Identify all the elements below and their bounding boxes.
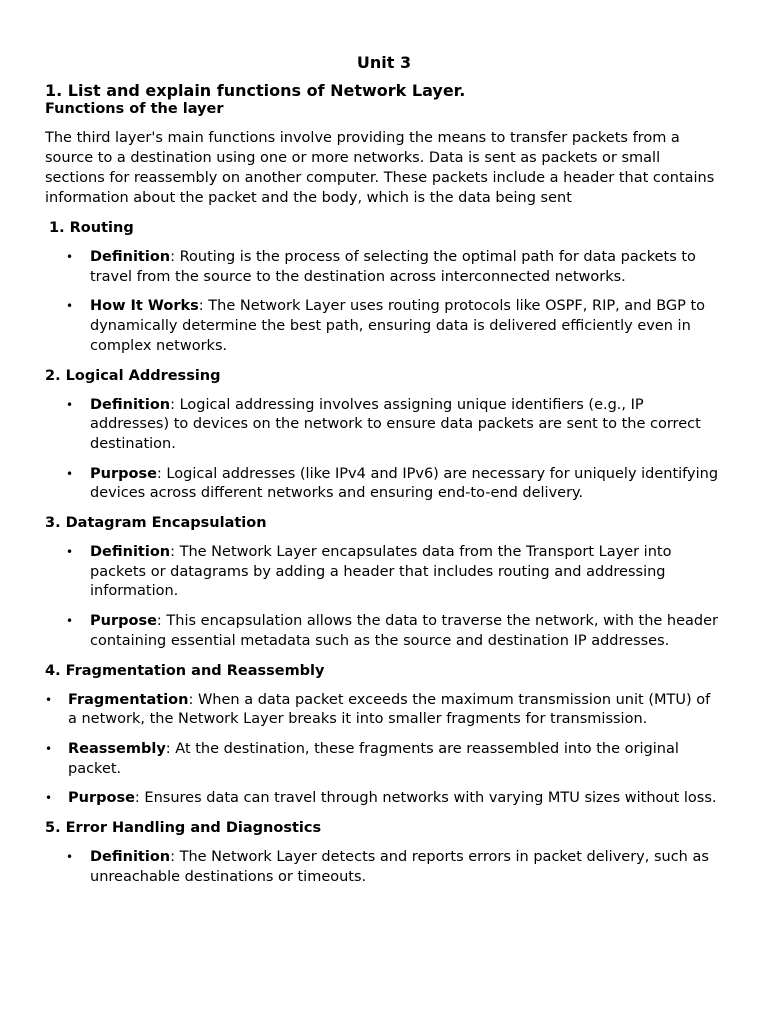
list-item xyxy=(45,465,723,504)
list-item xyxy=(45,789,723,809)
item-term: Purpose xyxy=(90,465,157,482)
section-heading-error-handling: 5. Error Handling and Diagnostics xyxy=(45,820,322,837)
item-text: : Logical addresses (like IPv4 and IPv6) are necessary for uniquely identifying devices across different networks and ensuring end-to-end delivery. xyxy=(90,465,719,502)
list-item xyxy=(45,740,723,779)
section-heading-datagram-encapsulation: 3. Datagram Encapsulation xyxy=(45,515,267,532)
section-list-routing xyxy=(45,248,723,357)
item-text: : When a data packet exceeds the maximum transmission unit (MTU) of a network, the Network Layer breaks it into smaller fragments for transmission. xyxy=(68,691,711,728)
list-item xyxy=(45,543,723,602)
section-list-fragmentation xyxy=(45,691,723,810)
section-heading-logical-addressing: 2. Logical Addressing xyxy=(45,367,221,384)
item-text: : Logical addressing involves assigning unique identifiers (e.g., IP addresses) to devices on the network to ensure data packets are sent to the correct destination. xyxy=(90,396,701,452)
list-item xyxy=(45,248,723,287)
item-term: Definition xyxy=(90,849,171,866)
list-item xyxy=(45,396,723,455)
section-heading-routing: 1. Routing xyxy=(49,220,134,236)
section-list-datagram-encapsulation xyxy=(45,543,723,652)
item-term: Purpose xyxy=(68,790,135,807)
item-text: : The Network Layer detects and reports errors in packet delivery, such as unreachable destinations or timeouts. xyxy=(90,849,709,885)
item-term: Fragmentation xyxy=(68,691,189,708)
item-term: Definition xyxy=(90,544,171,561)
item-term: Definition xyxy=(90,396,171,413)
section-list-error-handling xyxy=(45,848,723,887)
item-term: Definition xyxy=(90,249,171,265)
subheading: Functions of the layer xyxy=(45,101,224,117)
item-term: How It Works xyxy=(90,298,199,315)
unit-title: Unit 3 xyxy=(356,53,412,72)
section-heading-fragmentation: 4. Fragmentation and Reassembly xyxy=(45,662,325,679)
item-text: : The Network Layer encapsulates data from the Transport Layer into packets or datagrams by adding a header that includes routing and addressing information. xyxy=(90,544,672,600)
list-item xyxy=(45,691,723,730)
item-text: : This encapsulation allows the data to traverse the network, with the header containing essential metadata such as the source and destination IP addresses. xyxy=(90,613,718,649)
item-text: : The Network Layer uses routing protocols like OSPF, RIP, and BGP to dynamically determine the best path, ensuring data is delivered efficiently even in complex networks. xyxy=(90,298,706,354)
section-list-logical-addressing xyxy=(45,396,723,505)
item-term: Reassembly xyxy=(68,740,166,757)
intro-paragraph: The third layer's main functions involve providing the means to transfer packets from a source to a destination using one or more networks. Data is sent as packets or small sections for reassembly on another computer. These packets include a header that contains information about the packet and the body, which is the data being sent xyxy=(45,130,715,206)
item-text: : Ensures data can travel through networks with varying MTU sizes without loss. xyxy=(134,790,717,807)
item-term: Purpose xyxy=(90,613,157,630)
question-heading: 1. List and explain functions of Network Layer. xyxy=(45,81,466,100)
list-item xyxy=(45,848,723,887)
item-text: : At the destination, these fragments are reassembled into the original packet. xyxy=(68,740,679,777)
item-text: : Routing is the process of selecting the optimal path for data packets to travel from the source to the destination across interconnected networks. xyxy=(90,249,696,285)
list-item xyxy=(45,612,723,651)
list-item xyxy=(45,297,723,356)
